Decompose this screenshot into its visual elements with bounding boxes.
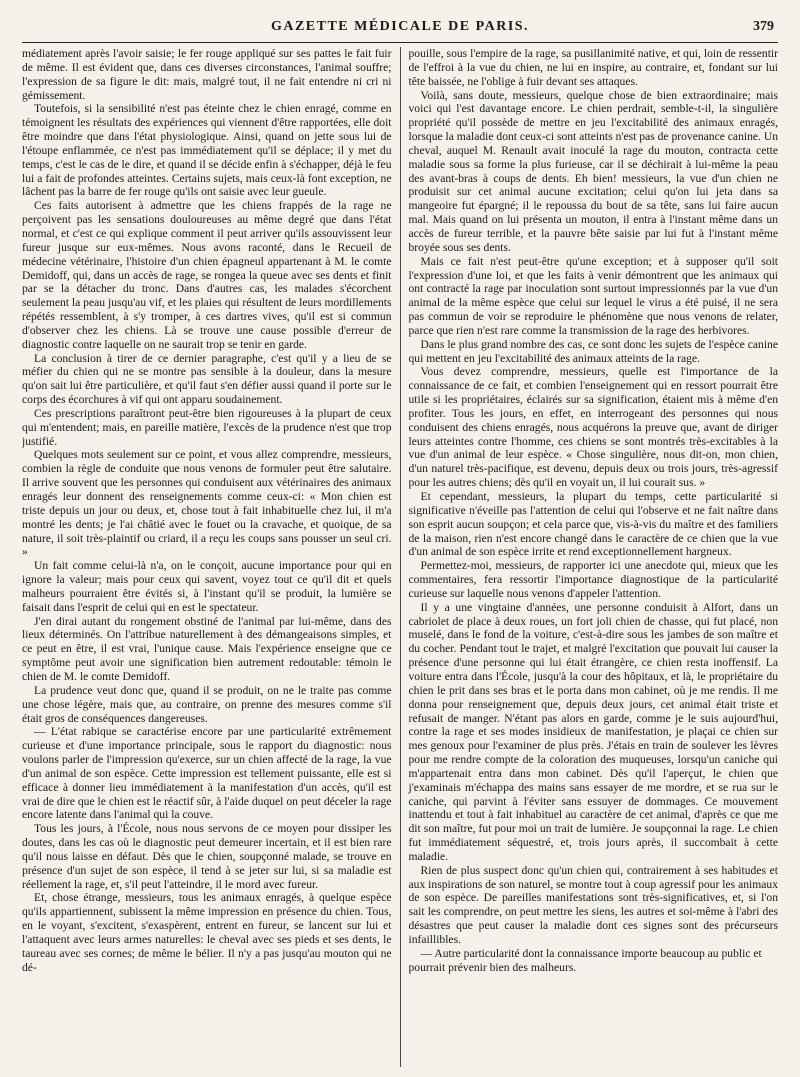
paragraph: J'en dirai autant du rongement obstiné de l'animal par lui-même, dans des lieux déterminés. On l'attribue naturellement à des démangeaisons simples, et ce peut en être, il est vrai, l'unique cause. Mais l'expérience enseigne que ce symptôme peut avoir une signification bien autrement redoutable: témoin le chien de M. le comte Demidoff. [22,614,392,683]
paragraph: Voilà, sans doute, messieurs, quelque chose de bien extraordinaire; mais voici qui l'est davantage encore. Le chien perdrait, semble-t-il, la singulière propriété qu'il possède de mettre en jeu l'excitabilité des animaux enragés, lorsque la maladie dont ceux-ci sont atteints n'est pas de provenance canine. Un cheval, auquel M. Renault avait inoculé la rage du mouton, contracta cette maladie sous sa forme la plus furieuse, car il se déchirait à lui-même la peau des avant-bras à coups de dents. Eh bien! messieurs, la vue d'un chien ne produisit sur cet animal aucune excitation; celui qu'on lui jeta dans sa mangeoire fut épargné; il le repoussa du bout de sa tête, sans lui faire aucun mal. Mais quand on lui présenta un mouton, il entra à l'instant même dans un accès de fureur terrible, et la pauvre bête saisie par lui fut à l'instant même broyée sous ses dents. [408,88,779,254]
page-number: 379 [753,19,774,34]
paragraph: Tous les jours, à l'École, nous nous servons de ce moyen pour dissiper les doutes, dans les cas où le diagnostic peut demeurer incertain, et il est bien rare qu'il nous laisse en défaut. Dès que le chien, soupçonné malade, se trouve en présence d'un sujet de son espèce, il tend à se jeter sur lui, si sa maladie est réellement la rage, et, s'il peut l'atteindre, il le mord avec fureur. [22,822,392,891]
paragraph: Et cependant, messieurs, la plupart du temps, cette particularité si significative n'éveille pas l'attention de celui qui l'observe et ne fait naître dans son esprit aucun soupçon; et cela parce que, vis-à-vis du maître et des familiers de la maison, rien n'est encore changé dans le caractère de ce chien que la vue d'un animal de son espèce irrite et rend exceptionnellement hargneux. [408,490,779,559]
page-header [22,16,778,43]
paragraph: Un fait comme celui-là n'a, on le conçoit, aucune importance pour qui en ignore la valeur; mais pour ceux qui savent, voyez tout ce qu'il dit et quels malheurs pourraient être évités si, à l'instant qu'il se produit, la lumière se faisait dans l'esprit de celui qui en est le spectateur. [22,559,392,614]
paragraph: Et, chose étrange, messieurs, tous les animaux enragés, à quelque espèce qu'ils appartiennent, subissent la même impression en présence du chien. Tous, en le voyant, s'excitent, s'exaspèrent, entrent en fureur, se lancent sur lui et l'attaquent avec leurs armes naturelles: le cheval avec ses pieds et ses dents, le taureau avec ses cornes; de même le bélier. Il n'y a pas jusqu'au mouton qui ne dé- [22,891,392,974]
right-column [401,47,779,1067]
paragraph: La prudence veut donc que, quand il se produit, on ne le traite pas comme une chose légère, mais que, au contraire, on prenne des mesures comme s'il était gros de conséquences dangereuses. [22,683,392,725]
paragraph: — Autre particularité dont la connaissance importe beaucoup au public et pourrait prévenir bien des malheurs. [408,946,762,974]
paragraph: Toutefois, si la sensibilité n'est pas éteinte chez le chien enragé, comme en témoignent les résultats des expériences qui viennent d'être rapportées, elle doit être moindre que dans l'état physiologique. Ainsi, quand on jette sous lui de l'étoupe enflammée, ce n'est pas immédiatement qu'il se déplace; il y met du temps, c'est le cas de le dire, et quand il se décide enfin à s'échapper, déjà le feu lui a fait de profondes atteintes. Certains sujets, mais ceux-là font exception, ne lâchent pas la barre de fer rouge qu'ils ont saisie avec leur gueule. [22,102,392,199]
paragraph: Ces prescriptions paraîtront peut-être bien rigoureuses à la plupart de ceux qui m'entendent; mais, en pareille matière, l'excès de la prudence n'est que trop justifié. [22,406,392,448]
paragraph: Il y a une vingtaine d'années, une personne conduisit à Alfort, dans un cabriolet de place à deux roues, un fort joli chien de chasse, qui fut placé, non muselé, dans le fond de la voiture, c'est-à-dire sous les jambes de son maître et du cocher. Pendant tout le trajet, et malgré l'excitation que pouvait lui causer la présence d'une personne qui lui était étrangère, ce chien resta inoffensif. La voiture entra dans l'École, jusqu'à la cour des hôpitaux, et là, le propriétaire du chien le prit dans ses bras et le porta dans mon cabinet, où je me rendis. Il me donna pour renseignement que, depuis deux jours, cet animal était triste et refusait de manger. N'étant pas alors en garde, comme je le suis aujourd'hui, contre la rage et ses modes insidieux de manifestation, je plaçai ce chien sur mes genoux pour l'examiner de plus près. J'étais en train de soulever les lèvres pour me rendre compte de la coloration des muqueuses, lorsqu'un caniche qui m'appartenait entra dans mon cabinet. Dès qu'il l'aperçut, le chien que j'examinais m'échappa des mains sans essayer de me mordre, et se rua sur le caniche, qui parvint à l'éviter sans essuyer de dommages. Ce mouvement inattendu et tout à fait inhabituel au caractère de cet animal, d'après ce que me dit son maître, fut pour moi un trait de lumière. Je soupçonnai la rage. Le chien fut immédiatement séquestré, et, trois jours après, il succombait à cette maladie. [408,600,779,863]
paragraph: Vous devez comprendre, messieurs, quelle est l'importance de la connaissance de ce fait, et combien l'enseignement qui en ressort pourrait être utile si les propriétaires, éclairés sur sa signification, étaient mis à même d'en profiter. Tous les jours, en effet, en interrogeant des personnes qui nous conduisent des chiens enragés, nous acquérons la preuve que, avant de diriger leurs atteintes contre l'homme, ces chiens se sont montrés très-excitables à la vue d'un animal de leur espèce. « Chose singulière, nous dit-on, mon chien, d'un naturel très-pacifique, est devenu, depuis deux ou trois jours, très-agressif pour les autres chiens; dès qu'il en voyait un, il lui courait sus. » [408,365,779,490]
paragraph: Permettez-moi, messieurs, de rapporter ici une anecdote qui, mieux que les commentaires, fera ressortir l'importance diagnostique de la particularité curieuse sur laquelle nous venons d'appeler l'attention. [408,559,779,600]
paragraph: — L'état rabique se caractérise encore par une particularité extrêmement curieuse et d'une importance principale, sous le rapport du diagnostic: nous voulons parler de l'impression qu'exerce, sur un chien affecté de la rage, la vue d'un animal de son espèce. Cette impression est tellement puissante, elle est si efficace à donner lieu immédiatement à la manifestation d'un accès, qu'il est vrai de dire que le chien est le réactif sûr, à l'aide duquel on peut déceler la rage encore latente dans l'animal qui la couve. [22,725,392,822]
text-columns [22,47,778,1067]
paragraph: Mais ce fait n'est peut-être qu'une exception; et à supposer qu'il soit l'expression d'une loi, et que les faits à venir démontrent que les animaux qui ont contracté la rage par inoculation sont surtout impressionnés par la vue d'un animal de la même espèce que celui sur lequel le virus a été puisé, il ne sera pas commun de voir se reproduire le phénomène que nous venons de relater, parce que rien n'est rare comme la transmission de la rage des herbivores. [408,254,779,337]
journal-title: GAZETTE MÉDICALE DE PARIS. [270,19,530,34]
paragraph: Rien de plus suspect donc qu'un chien qui, contrairement à ses habitudes et aux inspirations de son naturel, se montre tout à coup agressif pour les animaux de son espèce. De pareilles manifestations sont très-significatives, et, si l'on sait les comprendre, on peut mettre les siens, les autres et soi-même à l'abri des désastres que peut causer la maladie dont ces signes sont des précurseurs infaillibles. [408,863,779,946]
paragraph: Dans le plus grand nombre des cas, ce sont donc les sujets de l'espèce canine qui mettent en jeu l'excitabilité des animaux atteints de la rage. [408,337,779,365]
paragraph: La conclusion à tirer de ce dernier paragraphe, c'est qu'il y a lieu de se méfier du chien qui ne se montre pas sensible à la douleur, dans la mesure qu'on sait lui être particulière, et qu'il faut s'en défier aussi quand il porte sur le corps des écorchures à vif qui ont apparu soudainement. [22,351,392,407]
paragraph: médiatement après l'avoir saisie; le fer rouge appliqué sur ses pattes le fait fuir de même. Il est évident que, dans ces diverses circonstances, l'animal souffre; l'expression de sa figure le dit: mais, malgré tout, il ne fait entendre ni cri ni gémissement. [22,47,392,102]
paragraph: Ces faits autorisent à admettre que les chiens frappés de la rage ne perçoivent pas les sensations douloureuses au même degré que dans l'état normal, et c'est ce qui explique comment il peut arriver qu'ils assouvissent leur fureur jusque sur eux-mêmes. Nous avons raconté, dans le Recueil de médecine vétérinaire, l'histoire d'un chien épagneul appartenant à M. le comte Demidoff, qui, dans un accès de rage, se rongea la queue avec ses dents et finit par se la détacher du tronc. Dans d'autres cas, les malades s'écorchent seulement la peau jusqu'au vif, et les plaies qui résultent de leurs mordillements répétés ressemblent, à s'y tromper, à ces dartres vives, qu'il est si commun d'observer chez les chiens. Là se trouve une cause possible d'erreur de diagnostic contre laquelle on ne saurait trop se tenir en garde. [22,199,392,351]
paragraph: Quelques mots seulement sur ce point, et vous allez comprendre, messieurs, combien la règle de conduite que nous venons de formuler peut être salutaire. Il arrive souvent que les personnes qui conduisent aux vétérinaires des animaux enragés leur donnent des renseignements comme ceux-ci: « Mon chien est triste depuis un jour ou deux, et, chose tout à fait inhabituelle chez lui, il m'a montré les dents; je l'ai châtié avec le fouet ou la cravache, et quoique, de sa nature, il soit très-plaintif ou criard, il a reçu les coups sans pousser un seul cri. » [22,448,392,559]
left-column [22,47,400,1067]
paragraph: pouille, sous l'empire de la rage, sa pusillanimité native, et qui, loin de ressentir de l'effroi à la vue du chien, ne lui en inspire, au contraire, et, fondant sur lui tête baissée, ne l'oblige à fuir devant ses attaques. [408,47,779,88]
